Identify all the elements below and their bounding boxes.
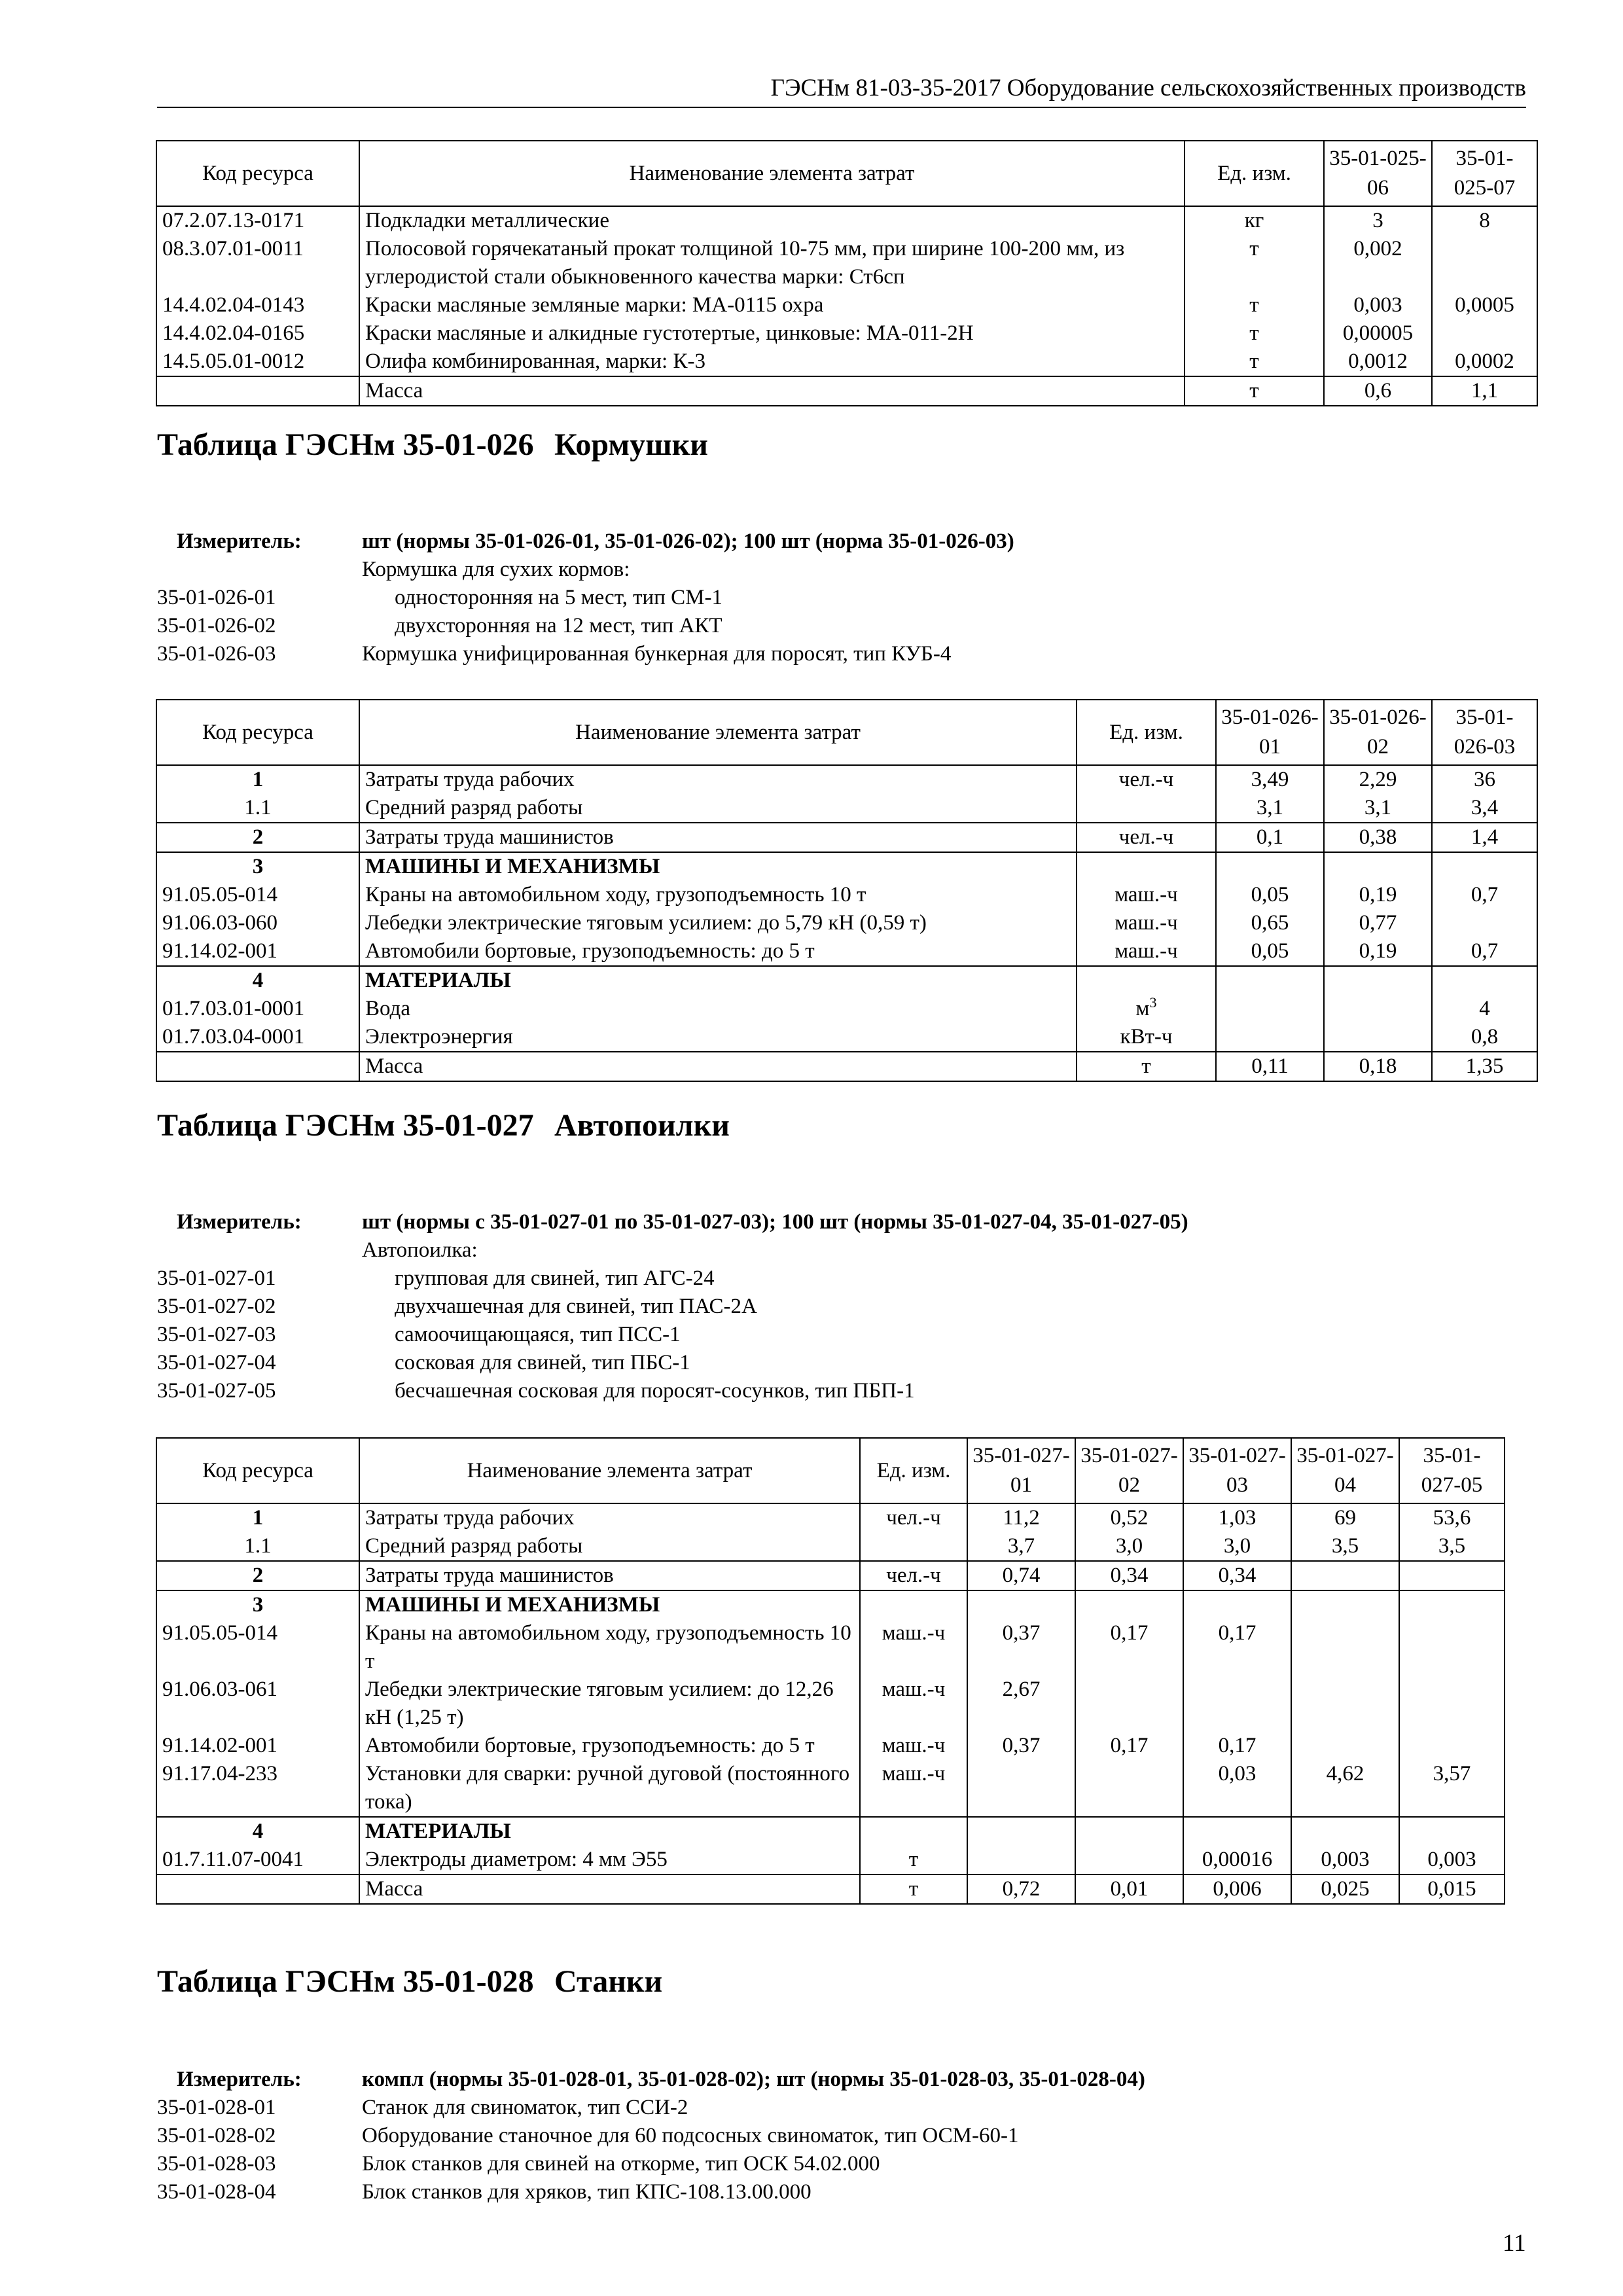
resource-code: 14.4.02.04-0143 xyxy=(156,291,359,319)
norm-value: 3,5 xyxy=(1291,1532,1399,1561)
table-row xyxy=(156,852,1537,881)
resource-name: Установки для сварки: ручной дуговой (постоянного тока) xyxy=(359,1760,860,1817)
resource-unit: маш.-ч xyxy=(860,1619,967,1676)
table-row xyxy=(156,291,1537,319)
col-header-unit: Ед. изм. xyxy=(1185,141,1324,206)
resource-unit: кг xyxy=(1185,206,1324,235)
norm-value xyxy=(1324,966,1432,995)
resource-name: Полосовой горячекатаный прокат толщиной 10-75 мм, при ширине 100-200 мм, из углеродистой стали обыкновенного качества марки: Ст6сп xyxy=(359,235,1185,291)
norm-value xyxy=(1432,319,1537,348)
resource-unit: т xyxy=(1185,348,1324,376)
resource-unit: маш.-ч xyxy=(1077,937,1216,966)
col-header-name: Наименование элемента затрат xyxy=(359,141,1185,206)
norm-value: 0,05 xyxy=(1216,881,1324,909)
norm-value: 3,49 xyxy=(1216,765,1324,794)
norm-code: 35-01-027-03 xyxy=(157,1323,276,1346)
table-row xyxy=(156,235,1537,291)
norm-code: 35-01-027-04 xyxy=(157,1351,276,1374)
resource-name: МАТЕРИАЛЫ xyxy=(359,966,1077,995)
norm-value: 0,05 xyxy=(1216,937,1324,966)
norm-code: 35-01-026-01 xyxy=(157,586,276,609)
measure-label: Измеритель: xyxy=(177,2068,302,2091)
norm-value: 1,03 xyxy=(1183,1503,1291,1532)
resource-unit: чел.-ч xyxy=(860,1561,967,1590)
resource-name: Краны на автомобильном ходу, грузоподъемность 10 т xyxy=(359,881,1077,909)
table-number: Таблица ГЭСНм 35-01-028 xyxy=(157,1964,534,1999)
measure-label: Измеритель: xyxy=(177,1210,302,1234)
table-row xyxy=(156,1874,1505,1904)
norm-value: 0,77 xyxy=(1324,909,1432,937)
resource-name: Вода xyxy=(359,995,1077,1023)
resource-name: Затраты труда рабочих xyxy=(359,1503,860,1532)
resource-code: 4 xyxy=(156,1817,359,1846)
norm-text: сосковая для свиней, тип ПБС-1 xyxy=(395,1351,690,1374)
norm-value: 3,1 xyxy=(1216,794,1324,823)
norm-value xyxy=(1075,1760,1183,1817)
resource-unit: чел.-ч xyxy=(860,1503,967,1532)
norm-value: 0,17 xyxy=(1183,1619,1291,1676)
resource-unit: маш.-ч xyxy=(860,1732,967,1760)
table-row xyxy=(156,1023,1537,1052)
norm-value xyxy=(1432,852,1537,881)
group-label: Кормушка для сухих кормов: xyxy=(362,558,630,581)
norm-value: 0,006 xyxy=(1183,1874,1291,1904)
norm-value xyxy=(1216,852,1324,881)
running-header: ГЭСНм 81-03-35-2017 Оборудование сельскохозяйственных производств xyxy=(770,75,1526,101)
resource-code: 14.4.02.04-0165 xyxy=(156,319,359,348)
norm-value: 3,5 xyxy=(1399,1532,1505,1561)
resource-name: Электроэнергия xyxy=(359,1023,1077,1052)
resource-code xyxy=(156,376,359,406)
norm-value xyxy=(1324,1023,1432,1052)
table-row xyxy=(156,319,1537,348)
table-row xyxy=(156,206,1537,235)
norm-text: двухчашечная для свиней, тип ПАС-2А xyxy=(395,1295,757,1318)
resource-code: 1.1 xyxy=(156,794,359,823)
norm-value: 0,003 xyxy=(1324,291,1432,319)
table-row xyxy=(156,1676,1505,1732)
table-row xyxy=(156,1732,1505,1760)
norm-value xyxy=(1432,966,1537,995)
norm-value xyxy=(1324,995,1432,1023)
resource-code: 91.14.02-001 xyxy=(156,937,359,966)
norm-value: 0,37 xyxy=(967,1732,1075,1760)
norm-value: 0,17 xyxy=(1075,1732,1183,1760)
table-row xyxy=(156,1817,1505,1846)
resource-name: Автомобили бортовые, грузоподъемность: до 5 т xyxy=(359,937,1077,966)
resource-unit xyxy=(860,1532,967,1561)
norm-value: 1,35 xyxy=(1432,1052,1537,1081)
table-row xyxy=(156,1532,1505,1561)
norm-code: 35-01-027-01 xyxy=(157,1266,276,1290)
resource-code: 3 xyxy=(156,852,359,881)
norm-value: 0,025 xyxy=(1291,1874,1399,1904)
resource-code: 1 xyxy=(156,765,359,794)
norm-value: 0,00005 xyxy=(1324,319,1432,348)
resource-unit xyxy=(860,1590,967,1619)
norm-value: 0,0005 xyxy=(1432,291,1537,319)
norm-value xyxy=(967,1590,1075,1619)
norm-value xyxy=(1399,1619,1505,1676)
norm-value xyxy=(967,1760,1075,1817)
resource-code: 91.06.03-060 xyxy=(156,909,359,937)
table-name: Станки xyxy=(554,1964,663,1999)
norm-value: 0,19 xyxy=(1324,937,1432,966)
resource-code: 91.05.05-014 xyxy=(156,1619,359,1676)
norm-text: Станок для свиноматок, тип ССИ-2 xyxy=(362,2096,688,2119)
resource-code: 1 xyxy=(156,1503,359,1532)
norm-value: 0,11 xyxy=(1216,1052,1324,1081)
resource-unit: чел.-ч xyxy=(1077,765,1216,794)
resource-unit: т xyxy=(1185,235,1324,291)
resource-table-026 xyxy=(156,699,1538,1082)
resource-code: 01.7.03.01-0001 xyxy=(156,995,359,1023)
resource-code: 07.2.07.13-0171 xyxy=(156,206,359,235)
resource-name: МАТЕРИАЛЫ xyxy=(359,1817,860,1846)
norm-value: 0,003 xyxy=(1291,1846,1399,1874)
norm-value xyxy=(1399,1676,1505,1732)
norm-value: 0,003 xyxy=(1399,1846,1505,1874)
resource-code: 91.06.03-061 xyxy=(156,1676,359,1732)
table-row xyxy=(156,937,1537,966)
col-header-code: Код ресурса xyxy=(156,1438,359,1503)
resource-unit: т xyxy=(1185,376,1324,406)
resource-name: Средний разряд работы xyxy=(359,794,1077,823)
norm-value: 0,015 xyxy=(1399,1874,1505,1904)
norm-value xyxy=(1075,1817,1183,1846)
resource-table-025 xyxy=(156,140,1538,406)
resource-code: 01.7.11.07-0041 xyxy=(156,1846,359,1874)
resource-name: Лебедки электрические тяговым усилием: до 12,26 кН (1,25 т) xyxy=(359,1676,860,1732)
resource-code: 14.5.05.01-0012 xyxy=(156,348,359,376)
col-header-norm: 35-01-026-01 xyxy=(1216,700,1324,765)
norm-value: 1,1 xyxy=(1432,376,1537,406)
col-header-code: Код ресурса xyxy=(156,141,359,206)
norm-text: групповая для свиней, тип АГС-24 xyxy=(395,1266,715,1290)
table-row xyxy=(156,765,1537,794)
norm-text: Блок станков для свиней на откорме, тип ОСК 54.02.000 xyxy=(362,2152,880,2176)
norm-value: 3,7 xyxy=(967,1532,1075,1561)
norm-value: 0,0002 xyxy=(1432,348,1537,376)
norm-value xyxy=(1324,852,1432,881)
table-header-row xyxy=(156,700,1537,765)
col-header-unit: Ед. изм. xyxy=(1077,700,1216,765)
table-number: Таблица ГЭСНм 35-01-027 xyxy=(157,1108,534,1143)
norm-value: 0,03 xyxy=(1183,1760,1291,1817)
resource-name: МАШИНЫ И МЕХАНИЗМЫ xyxy=(359,852,1077,881)
resource-code: 91.14.02-001 xyxy=(156,1732,359,1760)
table-row xyxy=(156,1561,1505,1590)
norm-value: 0,38 xyxy=(1324,823,1432,852)
norm-value xyxy=(1183,1676,1291,1732)
norm-value: 0,01 xyxy=(1075,1874,1183,1904)
norm-value: 3,0 xyxy=(1075,1532,1183,1561)
norm-text: двухсторонняя на 12 мест, тип АКТ xyxy=(395,614,722,637)
table-row xyxy=(156,909,1537,937)
norm-value: 3,1 xyxy=(1324,794,1432,823)
norm-value: 0,72 xyxy=(967,1874,1075,1904)
norm-value: 8 xyxy=(1432,206,1537,235)
resource-unit: маш.-ч xyxy=(1077,909,1216,937)
norm-value: 0,52 xyxy=(1075,1503,1183,1532)
resource-name: Лебедки электрические тяговым усилием: до 5,79 кН (0,59 т) xyxy=(359,909,1077,937)
resource-code: 4 xyxy=(156,966,359,995)
resource-unit xyxy=(860,1817,967,1846)
resource-unit xyxy=(1077,966,1216,995)
resource-unit: т xyxy=(1077,1052,1216,1081)
table-row xyxy=(156,966,1537,995)
norm-value: 11,2 xyxy=(967,1503,1075,1532)
measure-text: шт (нормы 35-01-026-01, 35-01-026-02); 100 шт (норма 35-01-026-03) xyxy=(362,529,1014,553)
resource-unit: т xyxy=(860,1874,967,1904)
resource-unit xyxy=(1077,995,1216,1023)
resource-name: Масса xyxy=(359,1874,860,1904)
table-row xyxy=(156,1590,1505,1619)
norm-value: 0,37 xyxy=(967,1619,1075,1676)
resource-unit xyxy=(1077,794,1216,823)
norm-text: односторонняя на 5 мест, тип СМ-1 xyxy=(395,586,722,609)
unit-text: м xyxy=(1135,997,1150,1020)
norm-value xyxy=(1183,1590,1291,1619)
resource-name: Краски масляные и алкидные густотертые, цинковые: МА-011-2Н xyxy=(359,319,1185,348)
norm-value: 0,17 xyxy=(1183,1732,1291,1760)
col-header-norm: 35-01-026-02 xyxy=(1324,700,1432,765)
norm-code: 35-01-026-03 xyxy=(157,642,276,666)
norm-value xyxy=(1216,1023,1324,1052)
norm-value xyxy=(1075,1676,1183,1732)
group-label: Автопоилка: xyxy=(362,1238,478,1262)
resource-code: 2 xyxy=(156,1561,359,1590)
table-row xyxy=(156,376,1537,406)
table-row xyxy=(156,1619,1505,1676)
resource-name: Затраты труда рабочих xyxy=(359,765,1077,794)
resource-name: Подкладки металлические xyxy=(359,206,1185,235)
norm-value xyxy=(1399,1590,1505,1619)
norm-value xyxy=(967,1817,1075,1846)
norm-value: 0,7 xyxy=(1432,881,1537,909)
norm-value xyxy=(1399,1561,1505,1590)
norm-value: 2,67 xyxy=(967,1676,1075,1732)
norm-value: 4 xyxy=(1432,995,1537,1023)
resource-unit xyxy=(1077,852,1216,881)
resource-unit: маш.-ч xyxy=(860,1760,967,1817)
norm-value: 0,65 xyxy=(1216,909,1324,937)
norm-value xyxy=(1399,1817,1505,1846)
resource-name: Средний разряд работы xyxy=(359,1532,860,1561)
table-name: Автопоилки xyxy=(554,1108,730,1143)
col-header-norm: 35-01-025-06 xyxy=(1324,141,1432,206)
norm-value: 0,0012 xyxy=(1324,348,1432,376)
col-header-unit: Ед. изм. xyxy=(860,1438,967,1503)
norm-value xyxy=(1432,235,1537,291)
norm-code: 35-01-028-04 xyxy=(157,2180,276,2204)
resource-code: 1.1 xyxy=(156,1532,359,1561)
norm-value xyxy=(1291,1619,1399,1676)
norm-value: 3,4 xyxy=(1432,794,1537,823)
table-number: Таблица ГЭСНм 35-01-026 xyxy=(157,427,534,462)
resource-code xyxy=(156,1874,359,1904)
resource-unit: чел.-ч xyxy=(1077,823,1216,852)
col-header-norm: 35-01-027-02 xyxy=(1075,1438,1183,1503)
resource-code: 91.17.04-233 xyxy=(156,1760,359,1817)
norm-value: 0,34 xyxy=(1183,1561,1291,1590)
resource-table-027 xyxy=(156,1437,1505,1905)
resource-name: Электроды диаметром: 4 мм Э55 xyxy=(359,1846,860,1874)
page-number: 11 xyxy=(1503,2230,1526,2257)
norm-text: Блок станков для хряков, тип КПС-108.13.00.000 xyxy=(362,2180,812,2204)
norm-code: 35-01-027-02 xyxy=(157,1295,276,1318)
norm-text: бесчашечная сосковая для поросят-сосунков, тип ПБП-1 xyxy=(395,1379,915,1403)
norm-value: 36 xyxy=(1432,765,1537,794)
resource-code: 01.7.03.04-0001 xyxy=(156,1023,359,1052)
norm-value: 3 xyxy=(1324,206,1432,235)
resource-code: 2 xyxy=(156,823,359,852)
norm-value xyxy=(1291,1817,1399,1846)
table-row xyxy=(156,1846,1505,1874)
resource-name: Олифа комбинированная, марки: К-3 xyxy=(359,348,1185,376)
table-header-row xyxy=(156,141,1537,206)
norm-code: 35-01-028-02 xyxy=(157,2124,276,2147)
norm-value: 0,8 xyxy=(1432,1023,1537,1052)
table-row xyxy=(156,823,1537,852)
resource-name: Затраты труда машинистов xyxy=(359,1561,860,1590)
norm-code: 35-01-028-01 xyxy=(157,2096,276,2119)
table-name: Кормушки xyxy=(554,427,708,462)
norm-value xyxy=(1075,1846,1183,1874)
col-header-name: Наименование элемента затрат xyxy=(359,1438,860,1503)
norm-value xyxy=(1075,1590,1183,1619)
norm-value xyxy=(1291,1561,1399,1590)
col-header-code: Код ресурса xyxy=(156,700,359,765)
norm-value: 2,29 xyxy=(1324,765,1432,794)
resource-code: 3 xyxy=(156,1590,359,1619)
resource-unit: т xyxy=(1185,319,1324,348)
resource-name: Краски масляные земляные марки: МА-0115 охра xyxy=(359,291,1185,319)
col-header-norm: 35-01-027-03 xyxy=(1183,1438,1291,1503)
table-row xyxy=(156,995,1537,1023)
resource-name: Затраты труда машинистов xyxy=(359,823,1077,852)
header-rule xyxy=(157,107,1526,108)
resource-unit: т xyxy=(860,1846,967,1874)
resource-unit: т xyxy=(1185,291,1324,319)
measure-text: шт (нормы с 35-01-027-01 по 35-01-027-03); 100 шт (нормы 35-01-027-04, 35-01-027-05) xyxy=(362,1210,1188,1234)
col-header-norm: 35-01-026-03 xyxy=(1432,700,1537,765)
norm-value: 3,0 xyxy=(1183,1532,1291,1561)
norm-value xyxy=(1291,1590,1399,1619)
resource-name: Масса xyxy=(359,376,1185,406)
table-row xyxy=(156,881,1537,909)
norm-value: 0,1 xyxy=(1216,823,1324,852)
norm-value: 1,4 xyxy=(1432,823,1537,852)
col-header-name: Наименование элемента затрат xyxy=(359,700,1077,765)
table-row xyxy=(156,1052,1537,1081)
resource-unit: маш.-ч xyxy=(1077,881,1216,909)
norm-value: 0,34 xyxy=(1075,1561,1183,1590)
norm-value xyxy=(1216,995,1324,1023)
table-row xyxy=(156,348,1537,376)
norm-value: 0,7 xyxy=(1432,937,1537,966)
resource-name: Автомобили бортовые, грузоподъемность: до 5 т xyxy=(359,1732,860,1760)
col-header-norm: 35-01-027-04 xyxy=(1291,1438,1399,1503)
norm-text: Оборудование станочное для 60 подсосных свиноматок, тип ОСМ-60-1 xyxy=(362,2124,1019,2147)
norm-value xyxy=(1183,1817,1291,1846)
norm-value xyxy=(1291,1732,1399,1760)
norm-value xyxy=(1432,909,1537,937)
resource-unit: маш.-ч xyxy=(860,1676,967,1732)
measure-text: компл (нормы 35-01-028-01, 35-01-028-02); шт (нормы 35-01-028-03, 35-01-028-04) xyxy=(362,2068,1145,2091)
resource-code xyxy=(156,1052,359,1081)
norm-value: 0,18 xyxy=(1324,1052,1432,1081)
norm-value xyxy=(1399,1732,1505,1760)
norm-value: 3,57 xyxy=(1399,1760,1505,1817)
norm-code: 35-01-028-03 xyxy=(157,2152,276,2176)
norm-value: 4,62 xyxy=(1291,1760,1399,1817)
resource-name: Масса xyxy=(359,1052,1077,1081)
resource-code: 08.3.07.01-0011 xyxy=(156,235,359,291)
resource-name: МАШИНЫ И МЕХАНИЗМЫ xyxy=(359,1590,860,1619)
norm-text: Кормушка унифицированная бункерная для поросят, тип КУБ-4 xyxy=(362,642,952,666)
table-row xyxy=(156,794,1537,823)
norm-code: 35-01-026-02 xyxy=(157,614,276,637)
resource-unit: кВт-ч xyxy=(1077,1023,1216,1052)
norm-value: 53,6 xyxy=(1399,1503,1505,1532)
unit-superscript: 3 xyxy=(1149,994,1157,1011)
norm-value: 0,17 xyxy=(1075,1619,1183,1676)
col-header-norm: 35-01-027-05 xyxy=(1399,1438,1505,1503)
norm-value xyxy=(1291,1676,1399,1732)
col-header-norm: 35-01-027-01 xyxy=(967,1438,1075,1503)
table-header-row xyxy=(156,1438,1505,1503)
measure-label: Измеритель: xyxy=(177,529,302,553)
table-row xyxy=(156,1760,1505,1817)
norm-text: самоочищающаяся, тип ПСС-1 xyxy=(395,1323,681,1346)
resource-code: 91.05.05-014 xyxy=(156,881,359,909)
norm-value: 69 xyxy=(1291,1503,1399,1532)
norm-value: 0,19 xyxy=(1324,881,1432,909)
table-row xyxy=(156,1503,1505,1532)
norm-value: 0,6 xyxy=(1324,376,1432,406)
resource-name: Краны на автомобильном ходу, грузоподъемность 10 т xyxy=(359,1619,860,1676)
norm-value: 0,74 xyxy=(967,1561,1075,1590)
norm-value: 0,002 xyxy=(1324,235,1432,291)
norm-code: 35-01-027-05 xyxy=(157,1379,276,1403)
norm-value xyxy=(1216,966,1324,995)
norm-value: 0,00016 xyxy=(1183,1846,1291,1874)
col-header-norm: 35-01-025-07 xyxy=(1432,141,1537,206)
norm-value xyxy=(967,1846,1075,1874)
